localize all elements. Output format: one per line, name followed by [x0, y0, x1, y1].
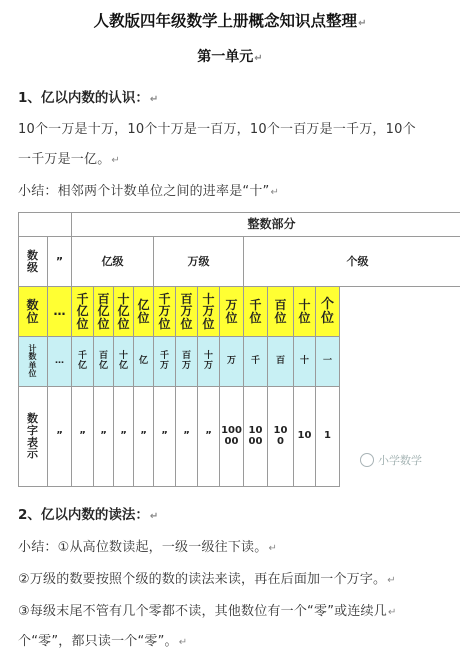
- digit-cell: 10 0: [268, 387, 294, 487]
- unit-cell: 一: [316, 337, 340, 387]
- place-value-table: [18, 212, 460, 487]
- digit-cell: 10 00: [244, 387, 268, 487]
- unit-cell: 十 万: [198, 337, 220, 387]
- level-wan: 万级: [154, 237, 244, 287]
- position-cell: 千 亿 位: [72, 287, 94, 337]
- digit-cell: 10: [294, 387, 316, 487]
- position-cell: …: [48, 287, 72, 337]
- row-label-unit: 计 数 单 位: [18, 337, 48, 387]
- unit-cell: 千 万: [154, 337, 176, 387]
- unit-title: 第一单元↵: [197, 49, 263, 65]
- position-cell: 个 位: [316, 287, 340, 337]
- digit-cell: 100 00: [220, 387, 244, 487]
- section2-point3-line2: 个“零”，都只读一个“零”。↵: [18, 634, 188, 649]
- section2-heading: 2、亿以内数的读法：↵: [18, 507, 159, 523]
- level-quote: ”: [48, 237, 72, 287]
- table-header-integer-part: 整数部分: [72, 212, 460, 237]
- section1-heading: 1、亿以内数的认识：↵: [18, 90, 159, 106]
- section2-point1: 小结：①从高位数读起，一级一级往下读。↵: [18, 540, 278, 555]
- section1-text-line2: 一千万是一亿。↵: [18, 152, 120, 167]
- unit-cell: 十 亿: [114, 337, 134, 387]
- position-cell: 千 万 位: [154, 287, 176, 337]
- row-label-level: 数 级: [18, 237, 48, 287]
- digit-cell: ”: [198, 387, 220, 487]
- digit-cell: ”: [134, 387, 154, 487]
- unit-cell: 百 亿: [94, 337, 114, 387]
- digit-cell: ”: [176, 387, 198, 487]
- document-title: 人教版四年级数学上册概念知识点整理↵: [93, 12, 367, 30]
- section2-point3-line1: ③每级末尾不管有几个零都不读，其他数位有一个“零”或连续几↵: [18, 604, 397, 619]
- digit-cell: ”: [114, 387, 134, 487]
- position-cell: 十 万 位: [198, 287, 220, 337]
- section2-point2: ②万级的数要按照个级的数的读法来读，再在后面加一个万字。↵: [18, 572, 396, 587]
- position-cell: 百 万 位: [176, 287, 198, 337]
- unit-cell: 百 万: [176, 337, 198, 387]
- level-ge: 个级: [244, 237, 460, 287]
- unit-cell: …: [48, 337, 72, 387]
- row-label-digits: 数 字 表 示: [18, 387, 48, 487]
- digit-cell: ”: [154, 387, 176, 487]
- unit-cell: 亿: [134, 337, 154, 387]
- unit-cell: 千 亿: [72, 337, 94, 387]
- digit-cell: 1: [316, 387, 340, 487]
- unit-cell: 十: [294, 337, 316, 387]
- digit-cell: ”: [72, 387, 94, 487]
- unit-cell: 万: [220, 337, 244, 387]
- position-cell: 十 亿 位: [114, 287, 134, 337]
- position-cell: 十 位: [294, 287, 316, 337]
- row-label-position: 数 位: [18, 287, 48, 337]
- position-cell: 千 位: [244, 287, 268, 337]
- position-cell: 百 位: [268, 287, 294, 337]
- section1-text-line1: 10个一万是十万，10个十万是一百万，10个一百万是一千万，10个: [18, 122, 416, 137]
- position-cell: 百 亿 位: [94, 287, 114, 337]
- unit-cell: 千: [244, 337, 268, 387]
- digit-cell: ”: [48, 387, 72, 487]
- table-header-blank: [18, 212, 72, 237]
- digit-cell: ”: [94, 387, 114, 487]
- position-cell: 万 位: [220, 287, 244, 337]
- watermark: 小学数学: [360, 452, 422, 468]
- unit-cell: 百: [268, 337, 294, 387]
- level-yi: 亿级: [72, 237, 154, 287]
- watermark-logo-icon: [360, 453, 374, 467]
- section1-summary: 小结：相邻两个计数单位之间的进率是“十”↵: [18, 184, 280, 199]
- position-cell: 亿 位: [134, 287, 154, 337]
